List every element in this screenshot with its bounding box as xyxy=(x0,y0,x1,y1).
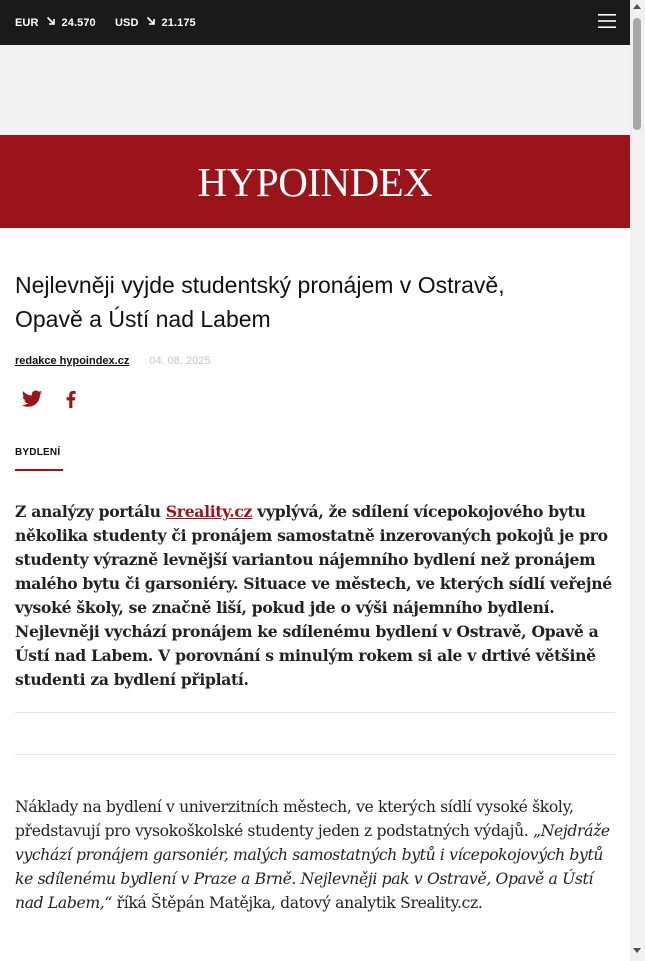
paragraph-text: říká Štěpán Matějka, datový analytik Sreality.cz. xyxy=(112,894,483,912)
article-meta xyxy=(15,355,211,367)
scroll-down-arrow-icon[interactable] xyxy=(633,948,641,953)
perex-text: vyplývá, že sdílení vícepokojového bytu několika studenty či pronájem samostatně inzerovaných pokojů je pro studenty výrazně levnější variantou nájemního bydlení než pronájem malého bytu či garsoniéry. Situace ve městech, ve kterých sídlí veřejné vysoké školy, se značně liší, pokud jde o výši nájemního bydlení. Nejlevněji vychází pronájem ke sdílenému bydlení v Ostravě, Opavě a Ústí nad Labem. V porovnání s minulým rokem si ale v drtivé většině studenti za bydlení připlatí. xyxy=(15,502,612,689)
divider xyxy=(15,754,615,755)
vertical-scrollbar[interactable] xyxy=(630,0,645,961)
publish-date: 04. 08. 2025 xyxy=(149,355,211,367)
currency-code: USD xyxy=(115,16,139,29)
site-logo[interactable]: HYPOINDEX xyxy=(197,159,433,205)
rate-value: 24.570 xyxy=(61,16,96,29)
rate-value: 21.175 xyxy=(161,16,196,29)
facebook-icon[interactable] xyxy=(60,388,82,410)
exchange-rate-usd xyxy=(115,16,196,29)
ad-placeholder xyxy=(0,45,630,135)
scrollbar-thumb[interactable] xyxy=(633,18,641,130)
author-link[interactable]: redakce hypoindex.cz xyxy=(15,355,130,367)
divider xyxy=(15,712,615,713)
exchange-rate-eur xyxy=(15,16,96,29)
trend-down-icon xyxy=(146,16,156,29)
sreality-link[interactable]: Sreality.cz xyxy=(165,502,253,521)
perex-text: Z analýzy portálu xyxy=(15,502,166,521)
paragraph-text: Náklady na bydlení v univerzitních městech, ve kterých sídlí vysoké školy, představují pro vysokoškolské studenty jeden z podstatných výdajů. xyxy=(15,798,574,840)
twitter-icon[interactable] xyxy=(21,388,43,410)
paragraph-quote: „Nejdráže vychází pronájem garsoniér, malých samostatných bytů i vícepokojových bytů ke sdílenému bydlení v Praze a Brně. Nejlevněji pak v Ostravě, Opavě a Ústí nad Labem,“ xyxy=(15,822,610,912)
currency-code: EUR xyxy=(15,16,39,29)
hamburger-menu-icon[interactable] xyxy=(598,13,616,29)
top-bar xyxy=(0,0,630,45)
category-tag[interactable]: BYDLENÍ xyxy=(15,447,61,458)
trend-down-icon xyxy=(46,16,56,29)
article-perex xyxy=(15,500,620,692)
scroll-up-arrow-icon[interactable] xyxy=(633,4,641,9)
category-underline xyxy=(15,469,63,471)
article-title: Nejlevněji vyjde studentský pronájem v Ostravě, Opavě a Ústí nad Labem xyxy=(15,272,505,332)
brand-header xyxy=(0,135,630,228)
article-paragraph xyxy=(15,795,620,915)
